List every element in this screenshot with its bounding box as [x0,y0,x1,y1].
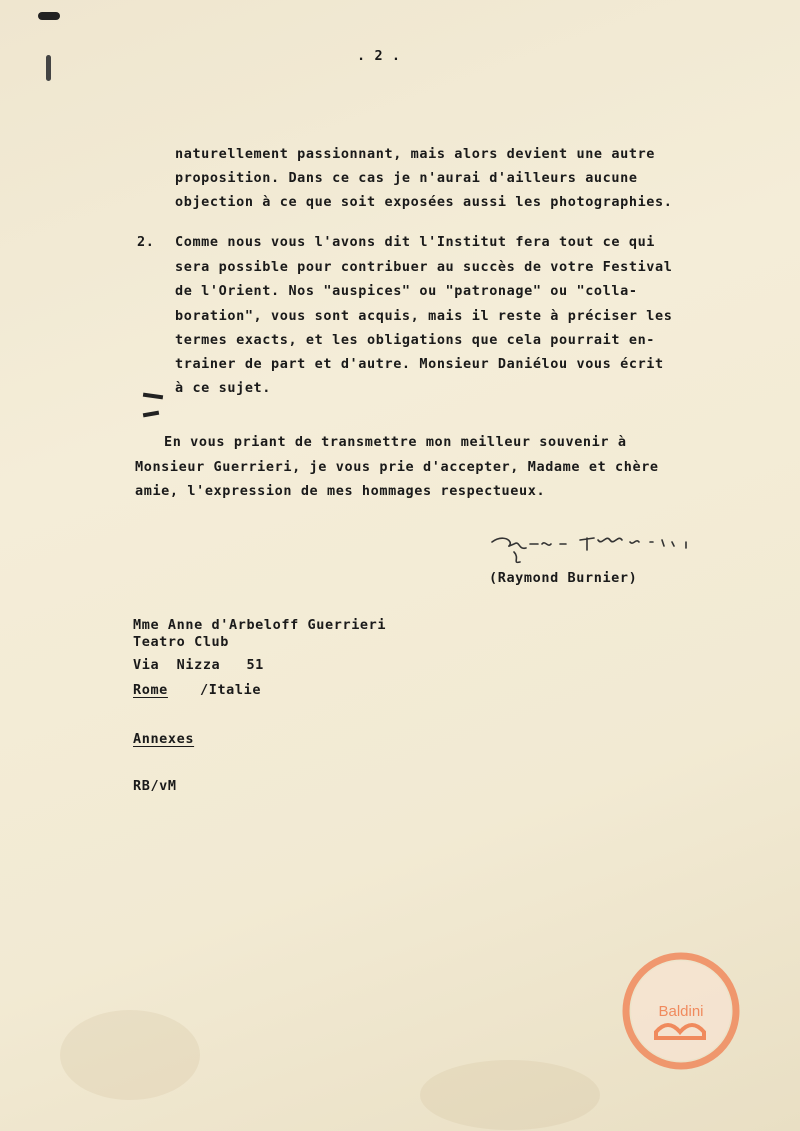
fastener-mark [46,55,51,81]
recipient-org: Teatro Club [133,634,230,650]
fastener-mark [38,12,60,20]
closing-line: En vous priant de transmettre mon meilleur souvenir à [164,434,627,450]
paragraph-line: trainer de part et d'autre. Monsieur Daniélou vous écrit [175,356,664,372]
paragraph-line: Comme nous vous l'avons dit l'Institut fera tout ce qui [175,234,656,250]
paper-stain [60,1010,200,1100]
handwritten-signature [490,528,700,568]
library-stamp [622,952,740,1070]
paragraph-line: naturellement passionnant, mais alors devient une autre [175,146,656,162]
recipient-name: Mme Anne d'Arbeloff Guerrieri [133,617,387,633]
paragraph-line: proposition. Dans ce cas je n'aurai d'ailleurs aucune [175,170,638,186]
stamp-text: Baldini [658,1003,704,1020]
recipient-street: Via Nizza 51 [133,657,264,673]
closing-line: amie, l'expression de mes hommages respectueux. [135,483,546,499]
margin-mark [143,393,163,400]
item-number: 2. [137,234,155,250]
recipient-city: Rome [133,682,168,698]
paper-stain [420,1060,600,1130]
paragraph-line: de l'Orient. Nos "auspices" ou "patronage" ou "colla- [175,283,638,299]
page-number: . 2 . [357,48,401,64]
closing-line: Monsieur Guerrieri, je vous prie d'accepter, Madame et chère [135,459,659,475]
paragraph-line: objection à ce que soit exposées aussi les photographies. [175,194,673,210]
paragraph-line: sera possible pour contribuer au succès de votre Festival [175,259,673,275]
typist-initials: RB/vM [133,778,177,794]
paragraph-line: boration", vous sont acquis, mais il reste à préciser les [175,308,673,324]
paragraph-line: termes exacts, et les obligations que cela pourrait en- [175,332,656,348]
recipient-country: /Italie [200,682,262,698]
annexes-heading: Annexes [133,731,195,747]
signature-name: (Raymond Burnier) [489,570,638,586]
margin-mark [143,411,159,418]
paragraph-line: à ce sujet. [175,380,272,396]
